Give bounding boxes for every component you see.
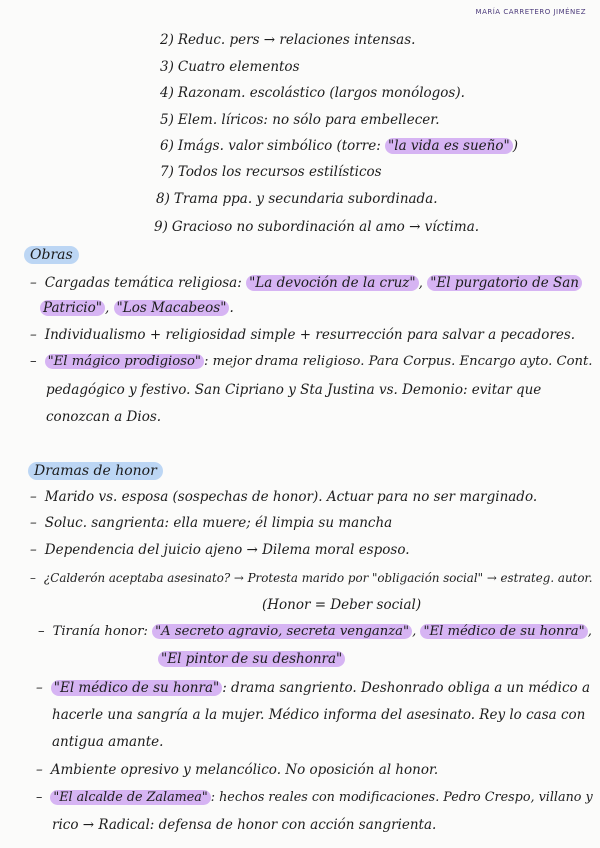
list-item: 2) Reduc. pers → relaciones intensas. [160, 32, 416, 48]
obras-line: – "El mágico prodigioso" : mejor drama religioso. Para Corpus. Encargo ayto. Cont. [30, 354, 593, 369]
dramas-line: – Tiranía honor: "A secreto agravio, secreta venganza" , "El médico de su honra" , [38, 624, 592, 639]
dramas-line: – ¿Calderón aceptaba asesinato? → Protesta marido por "obligación social" → estrateg. autor. [30, 571, 593, 585]
highlight: "El médico de su honra" [51, 680, 222, 696]
dramas-line [158, 650, 345, 668]
list-item: 7) Todos los recursos estilísticos [160, 164, 382, 180]
obras-line: – Individualismo + religiosidad simple + resurrección para salvar a pecadores. [30, 327, 576, 343]
dramas-line: hacerle una sangría a la mujer. Médico informa del asesinato. Rey lo casa con [52, 707, 586, 723]
list-item: 8) Trama ppa. y secundaria subordinada. [156, 191, 438, 207]
dramas-line: rico → Radical: defensa de honor con acción sangrienta. [52, 817, 437, 833]
highlight: "El alcalde de Zalamea" [50, 790, 210, 805]
section-heading-obras: Obras [24, 246, 79, 264]
list-item: 9) Gracioso no subordinación al amo → víctima. [154, 219, 480, 235]
obras-line: Patricio" , "Los Macabeos" . [40, 299, 234, 317]
list-item: 5) Elem. líricos: no sólo para embellecer. [160, 112, 440, 128]
highlight: "la vida es sueño" [385, 138, 513, 154]
highlight: "La devoción de la cruz" [246, 275, 419, 291]
highlight: "El médico de su honra" [420, 624, 587, 639]
obras-line: – Cargadas temática religiosa: "La devoción de la cruz" , "El purgatorio de San [30, 274, 582, 292]
dramas-line: – "El alcalde de Zalamea" : hechos reales con modificaciones. Pedro Crespo, villano y [36, 790, 593, 805]
obras-line: conozcan a Dios. [46, 409, 162, 425]
highlight: "El purgatorio de San [427, 275, 582, 291]
dramas-line: antigua amante. [52, 734, 164, 750]
highlight: "Los Macabeos" [114, 300, 230, 316]
obras-line: pedagógico y festivo. San Cipriano y Sta Justina vs. Demonio: evitar que [46, 382, 542, 398]
dramas-line: – Dependencia del juicio ajeno → Dilema moral esposo. [30, 542, 410, 558]
dramas-line: – Ambiente opresivo y melancólico. No oposición al honor. [36, 762, 439, 778]
dramas-line: – Soluc. sangrienta: ella muere; él limpia su mancha [30, 515, 393, 531]
dramas-line: – Marido vs. esposa (sospechas de honor). Actuar para no ser marginado. [30, 489, 538, 505]
list-item: 3) Cuatro elementos [160, 59, 300, 75]
dramas-line: (Honor = Deber social) [262, 597, 422, 613]
author-name: MARÍA CARRETERO JIMÉNEZ [475, 8, 586, 16]
dramas-line: – "El médico de su honra" : drama sangriento. Deshonrado obliga a un médico a [36, 680, 591, 696]
list-item: 4) Razonam. escolástico (largos monólogos). [160, 85, 465, 101]
highlight: Patricio" [40, 300, 105, 316]
list-item: 6) Imágs. valor simbólico (torre: "la vida es sueño" ) [160, 138, 518, 154]
highlight: "El pintor de su deshonra" [158, 651, 345, 667]
highlight: "El mágico prodigioso" [45, 354, 204, 369]
section-heading-dramas: Dramas de honor [28, 462, 163, 480]
highlight: "A secreto agravio, secreta venganza" [152, 624, 412, 639]
